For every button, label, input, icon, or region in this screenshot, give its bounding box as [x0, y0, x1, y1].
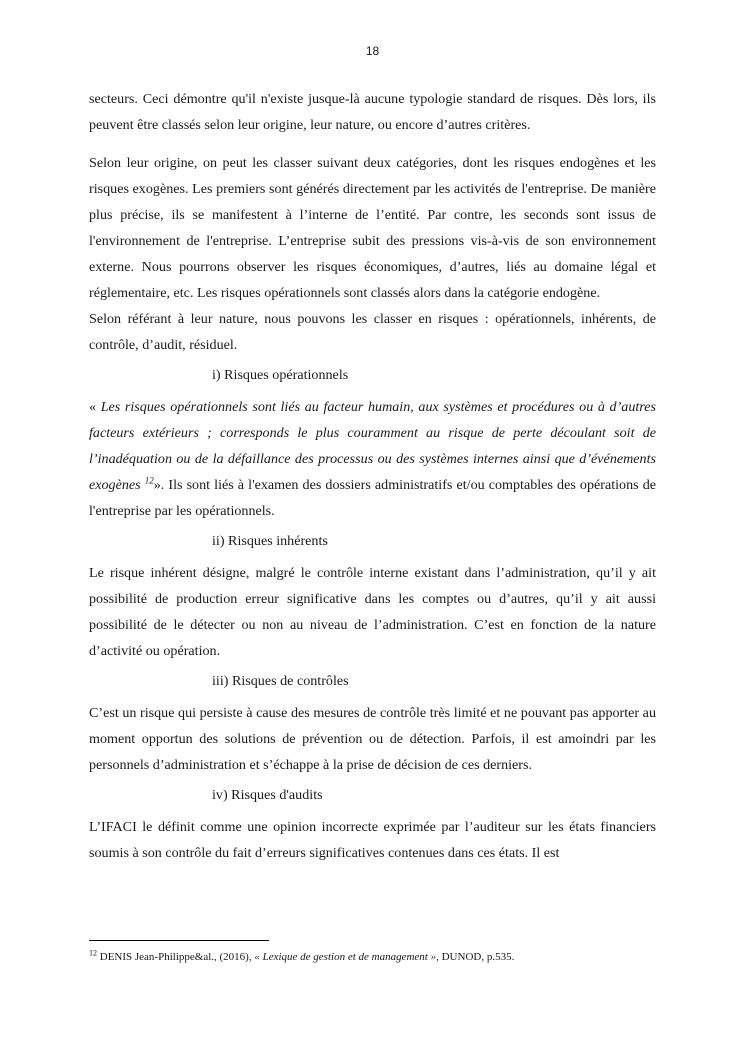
- footnote-publisher: , DUNOD, p.535.: [436, 951, 515, 963]
- heading-inherent-risks: ii) Risques inhérents: [212, 533, 328, 549]
- quote-rest: ». Ils sont liés à l'examen des dossiers administratifs et/ou comptables des opérations de l'entreprise par les opérationnels.: [89, 477, 656, 519]
- footnote-number: 12: [89, 948, 97, 958]
- paragraph-audit-risks: L’IFACI le définit comme une opinion incorrecte exprimée par l’auditeur sur les états financiers soumis à son contrôle du fait d’erreurs significatives contenues dans ces états. Il est: [89, 819, 656, 861]
- footnote-title: « Lexique de gestion et de management »: [254, 951, 437, 963]
- paragraph-control-risks: C’est un risque qui persiste à cause des mesures de contrôle très limité et ne pouvant pas apporter au moment opportun des solutions de prévention ou de détection. Parfois, il est amoindri par les personnels d’administration et s’échappe à la prise de décision de ces derniers.: [89, 705, 656, 773]
- paragraph-operational-risks: [89, 394, 656, 524]
- page-number: 18: [365, 44, 380, 58]
- heading-control-risks: iii) Risques de contrôles: [212, 673, 349, 689]
- paragraph-inherent-risks: Le risque inhérent désigne, malgré le contrôle interne existant dans l’administration, qu’il y ait possibilité de production erreur significative dans les comptes ou d’autres, qu’il y ait aussi possibilité de le détecter ou non au niveau de l’administration. C’est en fonction de la nature d’activité ou opération.: [89, 565, 656, 659]
- footnote-author: DENIS Jean-Philippe&al., (2016),: [97, 951, 255, 963]
- quote-text: Les risques opérationnels sont liés au facteur humain, aux systèmes et procédures ou à d’autres facteurs extérieurs ; corresponds le plus couramment au risque de perte découlant soit de l’inadéquation ou de la défaillance des processus ou des systèmes internes ainsi que d’événements exogènes: [89, 399, 656, 493]
- quote-open: «: [89, 399, 101, 415]
- paragraph-nature: Selon référant à leur nature, nous pouvons les classer en risques : opérationnels, inhérents, de contrôle, d’audit, résiduel.: [89, 311, 656, 353]
- footnote: [89, 950, 659, 964]
- heading-operational-risks: i) Risques opérationnels: [212, 367, 349, 383]
- footnote-divider: [89, 940, 269, 941]
- footnote-ref[interactable]: 12: [144, 475, 154, 486]
- paragraph-origin: Selon leur origine, on peut les classer suivant deux catégories, dont les risques endogènes et les risques exogènes. Les premiers sont générés directement par les activités de l'entreprise. De manière plus précise, ils se manifestent à l’interne de l’entité. Par contre, les seconds sont issus de l'environnement de l'entreprise. L’entreprise subit des pressions vis-à-vis de son environnement externe. Nous pourrons observer les risques économiques, d’autres, liés au domaine légal et réglementaire, etc. Les risques opérationnels sont classés alors dans la catégorie endogène.: [89, 155, 656, 301]
- heading-audit-risks: iv) Risques d'audits: [212, 787, 323, 803]
- paragraph-intro: secteurs. Ceci démontre qu'il n'existe jusque-là aucune typologie standard de risques. Dès lors, ils peuvent être classés selon leur origine, leur nature, ou encore d’autres critères.: [89, 91, 656, 133]
- body-text: [89, 86, 656, 866]
